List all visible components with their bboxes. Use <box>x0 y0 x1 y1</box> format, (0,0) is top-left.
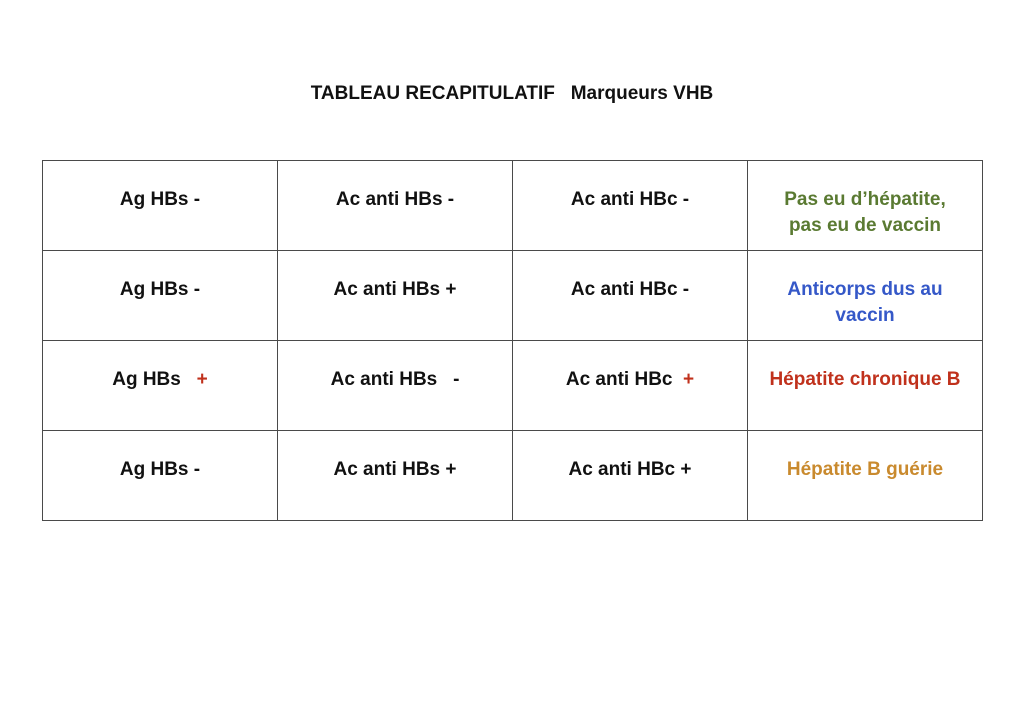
interpretation-line2: vaccin <box>835 305 895 326</box>
markers-table <box>42 160 983 521</box>
ac-anti-hbs-cell <box>278 341 513 431</box>
table-row <box>43 251 983 341</box>
marker-sign: + <box>675 459 692 480</box>
interpretation-line2: pas eu de vaccin <box>788 215 942 236</box>
marker-sign: - <box>677 279 690 300</box>
marker-label: Ac anti HBs <box>333 279 441 300</box>
marker-label: Ag HBs <box>119 189 189 210</box>
marker-sign: - <box>188 189 201 210</box>
marker-sign: - <box>437 369 460 390</box>
marker-sign: - <box>677 189 690 210</box>
marker-label: Ac anti HBs <box>333 459 441 480</box>
interpretation-line1: Hépatite B guérie <box>786 459 944 480</box>
interpretation-cell <box>748 431 983 521</box>
interpretation-cell <box>748 251 983 341</box>
page-title: TABLEAU RECAPITULATIF Marqueurs VHB <box>310 83 714 104</box>
ag-hbs-cell <box>43 161 278 251</box>
marker-sign: + <box>180 369 208 390</box>
table-row <box>43 431 983 521</box>
ac-anti-hbs-cell <box>278 161 513 251</box>
ac-anti-hbc-cell <box>513 431 748 521</box>
marker-label: Ac anti HBs <box>330 369 438 390</box>
interpretation-cell <box>748 161 983 251</box>
marker-label: Ag HBs <box>119 279 189 300</box>
marker-sign: + <box>672 369 695 390</box>
ac-anti-hbs-cell <box>278 431 513 521</box>
marker-sign: - <box>188 459 201 480</box>
interpretation-line1: Anticorps dus au <box>787 279 943 300</box>
marker-label: Ag HBs <box>112 369 181 390</box>
marker-label: Ac anti HBc <box>568 459 676 480</box>
interpretation-line1: Hépatite chronique B <box>769 369 961 390</box>
interpretation-line1: Pas eu d’hépatite, <box>784 189 946 210</box>
marker-label: Ac anti HBc <box>570 189 678 210</box>
interpretation-cell <box>748 341 983 431</box>
ac-anti-hbc-cell <box>513 161 748 251</box>
marker-sign: + <box>440 459 457 480</box>
marker-label: Ac anti HBc <box>570 279 678 300</box>
marker-label: Ac anti HBc <box>565 369 673 390</box>
marker-label: Ag HBs <box>119 459 189 480</box>
ac-anti-hbc-cell <box>513 341 748 431</box>
marker-sign: - <box>442 189 455 210</box>
ag-hbs-cell <box>43 341 278 431</box>
marker-sign: + <box>440 279 457 300</box>
marker-label: Ac anti HBs <box>335 189 443 210</box>
table-row <box>43 161 983 251</box>
table-row <box>43 341 983 431</box>
marker-sign: - <box>188 279 201 300</box>
ag-hbs-cell <box>43 431 278 521</box>
ac-anti-hbc-cell <box>513 251 748 341</box>
ag-hbs-cell <box>43 251 278 341</box>
ac-anti-hbs-cell <box>278 251 513 341</box>
